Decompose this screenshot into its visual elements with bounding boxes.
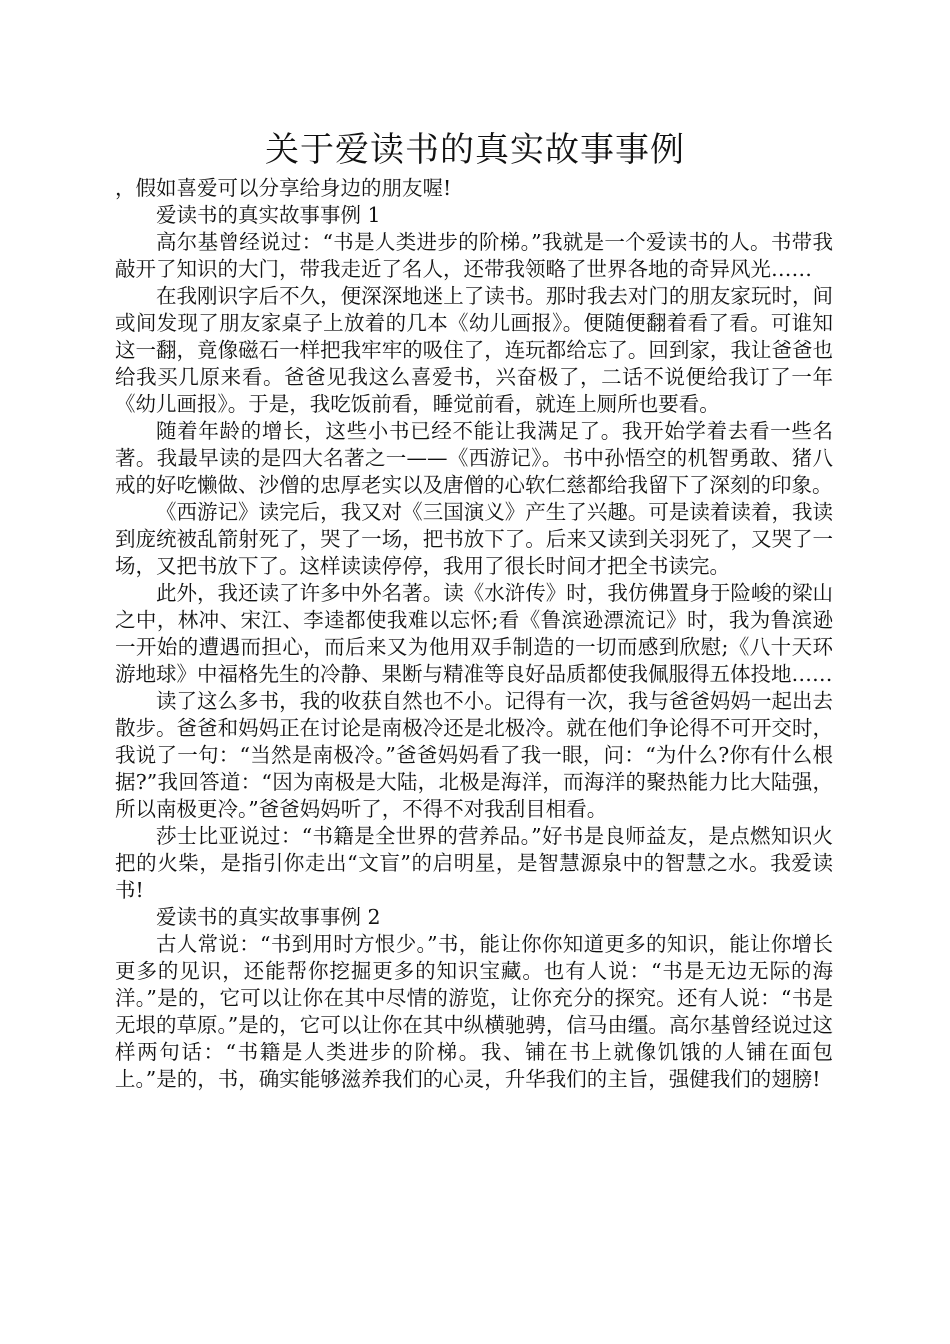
paragraph: ，假如喜爱可以分享给身边的朋友喔! xyxy=(115,176,452,200)
paragraph: 此外，我还读了许多中外名著。读《水浒传》时，我仿佛置身于险峻的梁山之中，林冲、宋江、李逵都使我难以忘怀;看《鲁滨逊漂流记》时，我为鲁滨逊一开始的遭遇而担心，而后来又为他用双手制造的一切而感到欣慰;《八十天环游地球》中福格先生的冷静、果断与精准等良好品质都使我佩服得五体投地…… xyxy=(115,581,833,686)
paragraph: 古人常说：“书到用时方恨少。”书，能让你你知道更多的知识，能让你增长更多的见识，还能帮你挖掘更多的知识宝藏。也有人说：“书是无边无际的海洋。”是的，它可以让你在其中尽情的游览，让你充分的探究。还有人说：“书是无垠的草原。”是的，它可以让你在其中纵横驰骋，信马由缰。高尔基曾经说过这样两句话：“书籍是人类进步的阶梯。我、铺在书上就像饥饿的人铺在面包上。”是的，书，确实能够滋养我们的心灵，升华我们的主旨，强健我们的翅膀! xyxy=(115,932,833,1091)
section-heading-1: 爱读书的真实故事事例 1 xyxy=(156,203,381,227)
page-title: 关于爱读书的真实故事事例 xyxy=(265,130,685,170)
paragraph: 高尔基曾经说过：“书是人类进步的阶梯。”我就是一个爱读书的人。书带我敲开了知识的大门，带我走近了名人，还带我领略了世界各地的奇异风光…… xyxy=(115,230,833,281)
paragraph: 莎士比亚说过：“书籍是全世界的营养品。”好书是良师益友，是点燃知识火把的火柴，是指引你走出“文盲”的启明星，是智慧源泉中的智慧之水。我爱读书! xyxy=(115,824,833,902)
paragraph: 《西游记》读完后，我又对《三国演义》产生了兴趣。可是读着读着，我读到庞统被乱箭射死了，哭了一场，把书放下了。后来又读到关羽死了，又哭了一场，又把书放下了。这样读读停停，我用了很长时间才把全书读完。 xyxy=(115,500,833,578)
paragraph: 在我刚识字后不久，便深深地迷上了读书。那时我去对门的朋友家玩时，间或间发现了朋友家桌子上放着的几本《幼儿画报》。便随便翻着看了看。可谁知这一翻，竟像磁石一样把我牢牢的吸住了，连玩都给忘了。回到家，我让爸爸也给我买几原来看。爸爸见我这么喜爱书，兴奋极了，二话不说便给我订了一年《幼儿画报》。于是，我吃饭前看，睡觉前看，就连上厕所也要看。 xyxy=(115,284,833,416)
article-body xyxy=(115,175,833,1093)
paragraph: 随着年龄的增长，这些小书已经不能让我满足了。我开始学着去看一些名著。我最早读的是四大名著之一——《西游记》。书中孙悟空的机智勇敢、猪八戒的好吃懒做、沙僧的忠厚老实以及唐僧的心软仁慈都给我留下了深刻的印象。 xyxy=(115,419,833,497)
paragraph: 读了这么多书，我的收获自然也不小。记得有一次，我与爸爸妈妈一起出去散步。爸爸和妈妈正在讨论是南极冷还是北极冷。就在他们争论得不可开交时，我说了一句：“当然是南极冷。”爸爸妈妈看了我一眼，问：“为什么?你有什么根据?”我回答道：“因为南极是大陆，北极是海洋，而海洋的聚热能力比大陆强，所以南极更冷。”爸爸妈妈听了，不得不对我刮目相看。 xyxy=(115,689,833,821)
section-heading-2: 爱读书的真实故事事例 2 xyxy=(156,905,381,929)
